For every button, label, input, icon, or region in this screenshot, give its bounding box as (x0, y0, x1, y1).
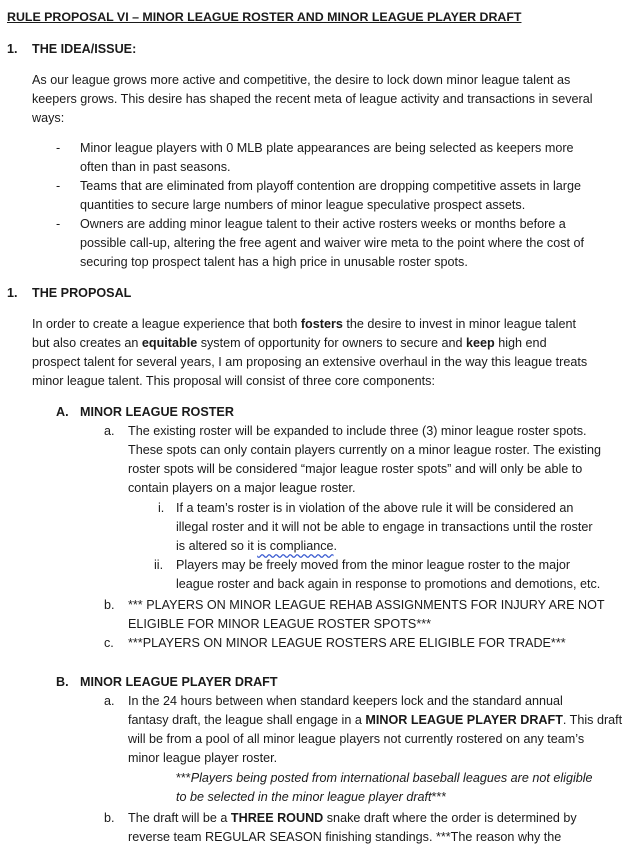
bullet-dash: - (56, 217, 61, 231)
part-heading-minor-league-player-draft: MINOR LEAGUE PLAYER DRAFT (80, 675, 278, 689)
item-line: fantasy draft, the league shall engage in a MINOR LEAGUE PLAYER DRAFT. This draft (128, 713, 623, 727)
item-marker: c. (104, 636, 114, 650)
paragraph-line: As our league grows more active and competitive, the desire to lock down minor league talent as (32, 73, 571, 87)
item-line: roster spots will be considered “major league roster spots” and will only be able to (128, 462, 583, 476)
section-number: 1. (7, 286, 18, 300)
document-title: RULE PROPOSAL VI – MINOR LEAGUE ROSTER AND MINOR LEAGUE PLAYER DRAFT (7, 10, 522, 24)
subitem-line: league roster and back again in response to promotions and demotions, etc. (176, 577, 601, 591)
item-line: *** PLAYERS ON MINOR LEAGUE REHAB ASSIGNMENTS FOR INJURY ARE NOT (128, 598, 605, 612)
bullet-line: possible call-up, altering the free agent and waiver wire meta to the point where the cost of (80, 236, 585, 250)
item-line: reverse team REGULAR SEASON finishing standings. ***The reason why the (128, 830, 562, 844)
subitem-line: is altered so it is compliance. (176, 539, 337, 553)
item-line: These spots can only contain players currently on a minor league roster. The existing (128, 443, 601, 457)
bullet-dash: - (56, 179, 61, 193)
bullet-line: Minor league players with 0 MLB plate appearances are being selected as keepers more (80, 141, 574, 155)
part-letter: A. (56, 405, 69, 419)
bullet-line: often than in past seasons. (80, 160, 231, 174)
item-marker: b. (104, 598, 115, 612)
part-heading-minor-league-roster: MINOR LEAGUE ROSTER (80, 405, 234, 419)
item-marker: b. (104, 811, 115, 825)
subitem-line: If a team’s roster is in violation of the above rule it will be considered an (176, 501, 574, 515)
section-heading-idea: THE IDEA/ISSUE: (32, 42, 137, 56)
part-letter: B. (56, 675, 69, 689)
bullet-dash: - (56, 141, 61, 155)
item-line: minor league player roster. (128, 751, 278, 765)
item-line: The existing roster will be expanded to include three (3) minor league roster spots. (128, 424, 587, 438)
note-line: ***Players being posted from international baseball leagues are not eligible (176, 771, 593, 785)
spellcheck-underline: is compliance (257, 539, 334, 553)
subitem-marker: i. (158, 501, 165, 515)
bullet-line: quantities to secure large numbers of minor league speculative prospect assets. (80, 198, 526, 212)
section-number: 1. (7, 42, 18, 56)
paragraph-line: ways: (32, 111, 65, 125)
paragraph-line: prospect talent for several years, I am proposing an extensive overhaul in the way this league treats (32, 355, 588, 369)
bullet-line: securing top prospect talent has a high price in unusable roster spots. (80, 255, 468, 269)
item-line: In the 24 hours between when standard keepers lock and the standard annual (128, 694, 563, 708)
paragraph-line: minor league talent. This proposal will consist of three core components: (32, 374, 435, 388)
item-line: contain players on a major league roster. (128, 481, 356, 495)
item-line: The draft will be a THREE ROUND snake draft where the order is determined by (128, 811, 577, 825)
section-heading-proposal: THE PROPOSAL (32, 286, 132, 300)
item-line: ELIGIBLE FOR MINOR LEAGUE ROSTER SPOTS*** (128, 617, 432, 631)
paragraph-line: In order to create a league experience that both fosters the desire to invest in minor league talent (32, 317, 576, 331)
bullet-line: Owners are adding minor league talent to their active rosters weeks or months before a (80, 217, 566, 231)
item-line: will be from a pool of all minor league players not currently rostered on any team’s (128, 732, 585, 746)
paragraph-line: keepers grows. This desire has shaped the recent meta of league activity and transactions in several (32, 92, 593, 106)
subitem-line: illegal roster and it will not be able to engage in transactions until the roster (176, 520, 593, 534)
subitem-marker: ii. (154, 558, 164, 572)
note-line: to be selected in the minor league player draft*** (176, 790, 447, 804)
item-marker: a. (104, 424, 115, 438)
bullet-line: Teams that are eliminated from playoff contention are dropping competitive assets in large (80, 179, 581, 193)
subitem-line: Players may be freely moved from the minor league roster to the major (176, 558, 571, 572)
paragraph-line: but also creates an equitable system of opportunity for owners to secure and keep high end (32, 336, 547, 350)
item-marker: a. (104, 694, 115, 708)
item-line: ***PLAYERS ON MINOR LEAGUE ROSTERS ARE ELIGIBLE FOR TRADE*** (128, 636, 566, 650)
